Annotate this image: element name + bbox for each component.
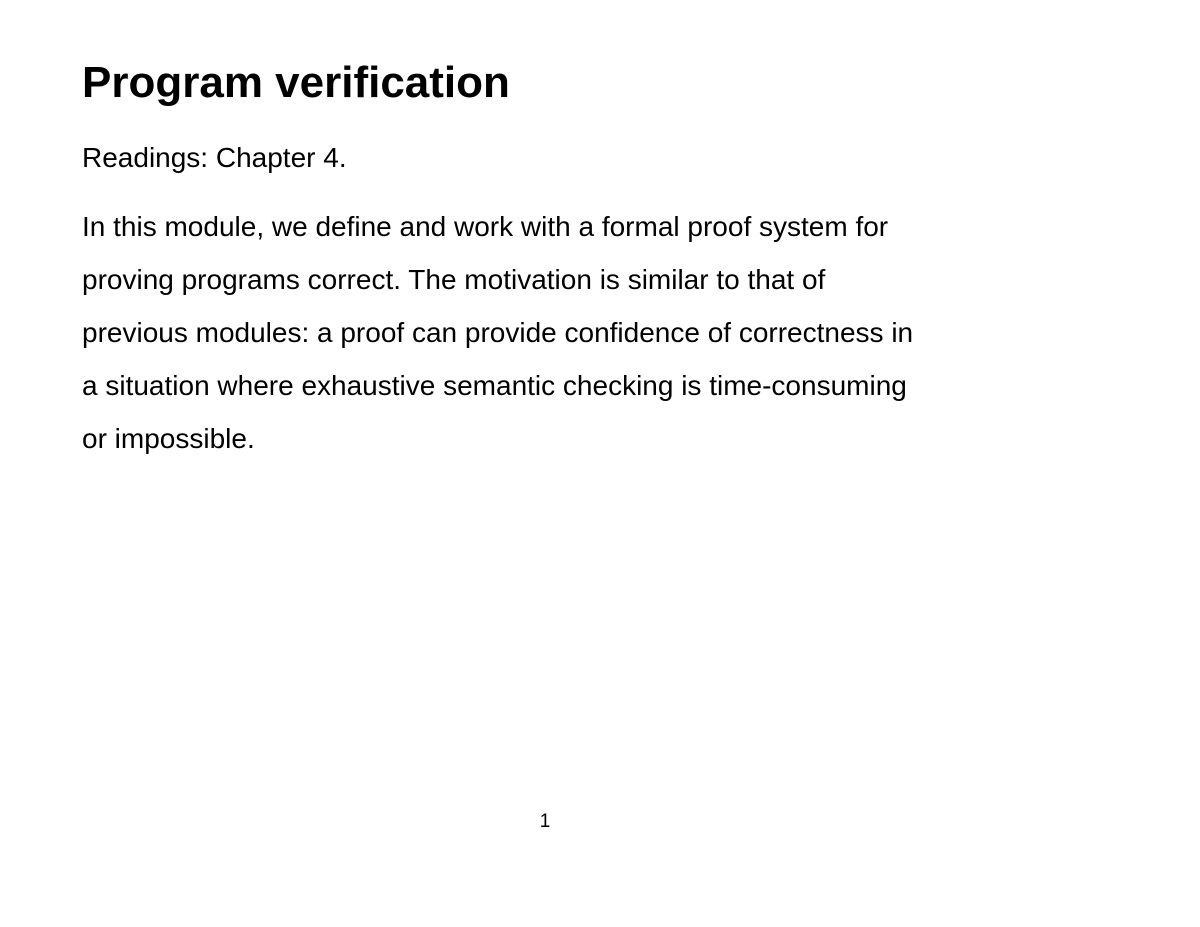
paragraph-line: a situation where exhaustive semantic checking is time-consuming xyxy=(82,370,907,401)
paragraph-line: proving programs correct. The motivation is similar to that of xyxy=(82,264,826,295)
paragraph-line: or impossible. xyxy=(82,423,255,454)
page-number: 1 xyxy=(539,811,551,832)
paragraph-line: previous modules: a proof can provide confidence of correctness in xyxy=(82,317,914,348)
readings-line: Readings: Chapter 4. xyxy=(82,142,347,173)
paragraph-line: In this module, we define and work with a formal proof system for xyxy=(82,211,889,242)
intro-paragraph xyxy=(82,206,913,471)
slide-title: Program verification xyxy=(82,58,510,107)
